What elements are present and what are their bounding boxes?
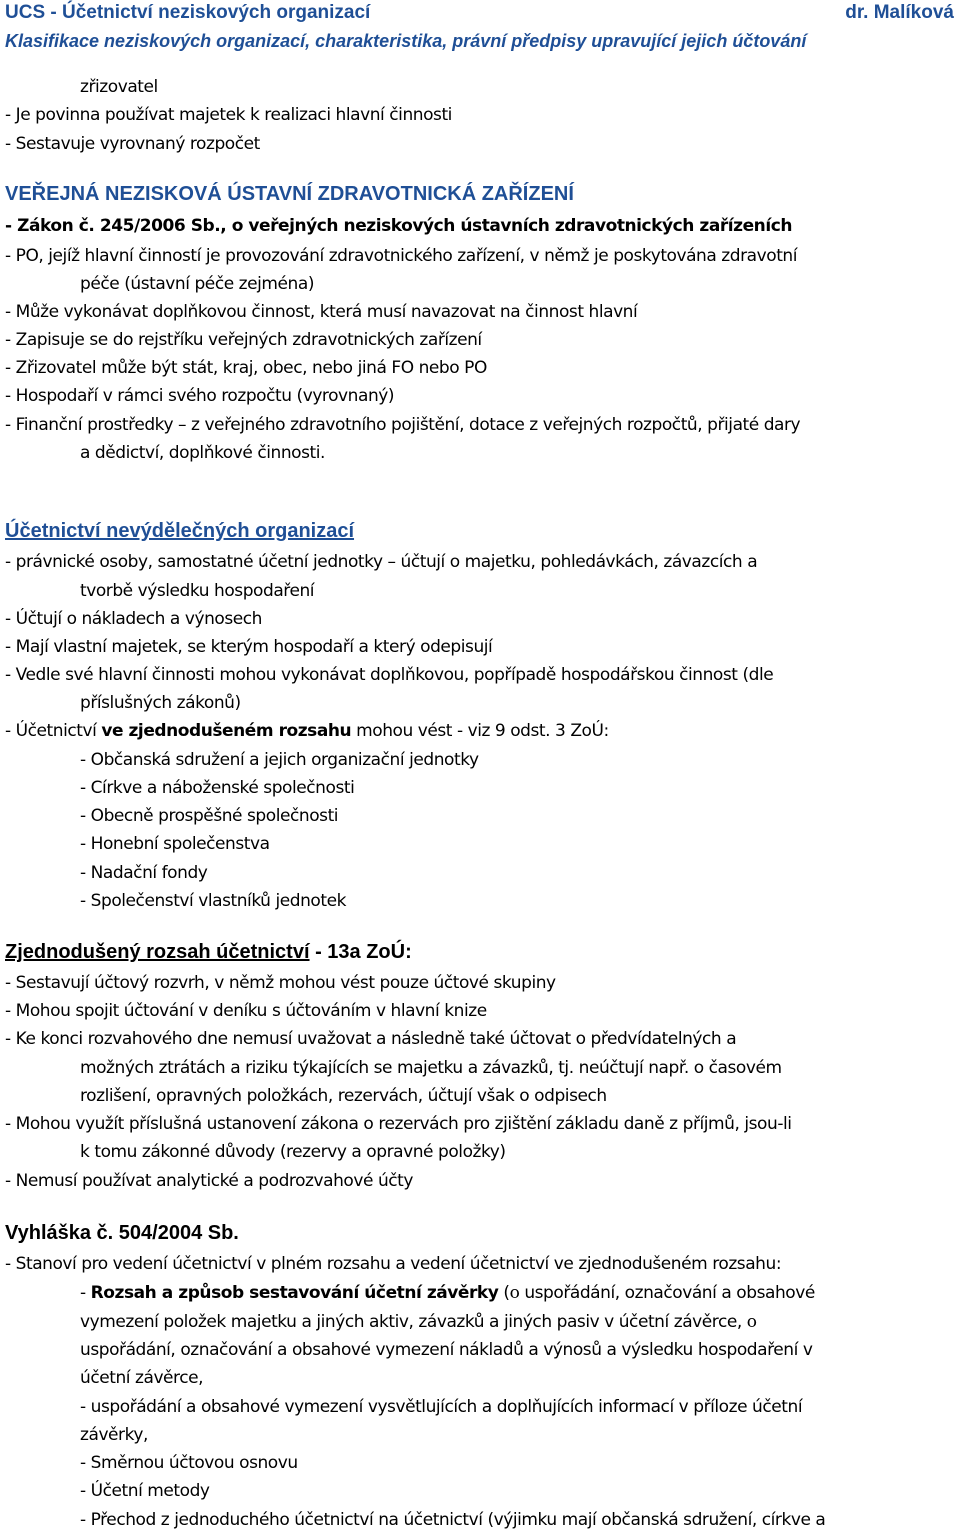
- list-item: - Nadační fondy: [80, 863, 208, 883]
- unvo-line: [5, 720, 609, 742]
- unvo-line: - právnické osoby, samostatné účetní jednotky – účtují o majetku, pohledávkách, závazcích a: [5, 552, 758, 572]
- intro-line: zřizovatel: [80, 77, 158, 97]
- list-item: - Společenství vlastníků jednotek: [80, 891, 346, 911]
- vyhl-line-paren: (: [498, 1283, 510, 1303]
- bullet-o: o: [509, 1283, 520, 1303]
- header-author: dr. Malíková: [845, 2, 954, 23]
- unvo-line: - Vedle své hlavní činnosti mohou vykonávat doplňkovou, popřípadě hospodářskou činnost (dle: [5, 665, 774, 685]
- vnz-line: - Finanční prostředky – z veřejného zdravotního pojištění, dotace z veřejných rozpočtů, přijaté dary: [5, 415, 801, 435]
- vnz-line: - Může vykonávat doplňkovou činnost, která musí navazovat na činnost hlavní: [5, 302, 638, 322]
- vyhl-line: závěrky,: [80, 1425, 148, 1445]
- vnz-line: a dědictví, doplňkové činnosti.: [80, 443, 325, 463]
- vnz-line: - PO, jejíž hlavní činností je provozování zdravotnického zařízení, v němž je poskytována zdravotní: [5, 246, 798, 266]
- unvo-line: tvorbě výsledku hospodaření: [80, 581, 315, 601]
- zru-line: - Mohou využít příslušná ustanovení zákona o rezervách pro zjištění základu daně z příjmů, jsou-li: [5, 1114, 792, 1134]
- unvo-line-prefix: - Účetnictví: [5, 721, 102, 741]
- zru-line: možných ztrátách a riziku týkajících se majetku a závazků, tj. neúčtují např. o časovém: [80, 1058, 782, 1078]
- unvo-line: - Mají vlastní majetek, se kterým hospodaří a který odepisují: [5, 637, 493, 657]
- list-item: - Obecně prospěšné společnosti: [80, 806, 339, 826]
- unvo-line: příslušných zákonů): [80, 693, 241, 713]
- zru-line: - Nemusí používat analytické a podrozvahové účty: [5, 1171, 413, 1191]
- vnz-line: - Zapisuje se do rejstříku veřejných zdravotnických zařízení: [5, 330, 482, 350]
- unvo-line-bold: ve zjednodušeném rozsahu: [101, 721, 352, 741]
- vyhl-line: uspořádání, označování a obsahové vymezení nákladů a výnosů a výsledku hospodaření v: [80, 1340, 813, 1360]
- zru-line: - Sestavují účtový rozvrh, v němž mohou vést pouze účtové skupiny: [5, 973, 556, 993]
- section-heading-vyhlaska: Vyhláška č. 504/2004 Sb.: [5, 1222, 239, 1244]
- vnz-line: - Zřizovatel může být stát, kraj, obec, nebo jiná FO nebo PO: [5, 358, 487, 378]
- zru-line: k tomu zákonné důvody (rezervy a opravné položky): [80, 1142, 506, 1162]
- intro-line: - Sestavuje vyrovnaný rozpočet: [5, 134, 260, 154]
- vyhl-line: účetní závěrce,: [80, 1368, 204, 1388]
- vyhl-line: [80, 1311, 757, 1333]
- unvo-line-suffix: mohou vést - viz 9 odst. 3 ZoÚ:: [351, 721, 609, 741]
- section-heading-zru-underlined: Zjednodušený rozsah účetnictví: [5, 941, 310, 963]
- law-reference: [5, 215, 792, 237]
- page-header: [5, 0, 954, 28]
- vyhl-line-rest: uspořádání, označování a obsahové: [519, 1283, 815, 1303]
- vyhl-line-dash: -: [80, 1283, 91, 1303]
- vyhl-line: - Účetní metody: [80, 1481, 210, 1501]
- list-item: - Honební společenstva: [80, 834, 270, 854]
- vyhl-line: [80, 1282, 815, 1304]
- section-heading-vnz: VEŘEJNÁ NEZISKOVÁ ÚSTAVNÍ ZDRAVOTNICKÁ ZAŘÍZENÍ: [5, 183, 574, 205]
- law-title: , o veřejných neziskových ústavních zdravotnických zařízeních: [220, 216, 792, 236]
- header-subtitle: Klasifikace neziskových organizací, charakteristika, právní předpisy upravující jejich účtování: [5, 31, 807, 51]
- header-title: UCS - Účetnictví neziskových organizací: [5, 2, 371, 23]
- section-heading-unvo: Účetnictví nevýdělečných organizací: [5, 520, 355, 542]
- vyhl-line: - uspořádání a obsahové vymezení vysvětlujících a doplňujících informací v příloze účetní: [80, 1397, 803, 1417]
- zru-line: rozlišení, opravných položkách, rezervách, účtují však o odpisech: [80, 1086, 607, 1106]
- section-heading-zru-ref: - 13a ZoÚ:: [309, 941, 412, 963]
- list-item: - Církve a náboženské společnosti: [80, 778, 355, 798]
- law-number: - Zákon č. 245/2006 Sb.: [5, 216, 221, 236]
- vyhl-line-bold: Rozsah a způsob sestavování účetní závěrky: [90, 1283, 499, 1303]
- zru-line: - Ke konci rozvahového dne nemusí uvažovat a následně také účtovat o předvídatelných a: [5, 1029, 737, 1049]
- vyhl-line: - Stanoví pro vedení účetnictví v plném rozsahu a vedení účetnictví ve zjednodušeném rozsahu:: [5, 1254, 782, 1274]
- vnz-line: - Hospodaří v rámci svého rozpočtu (vyrovnaný): [5, 386, 395, 406]
- vnz-line: péče (ústavní péče zejména): [80, 274, 315, 294]
- vyhl-line-text: vymezení položek majetku a jiných aktiv, závazků a jiných pasiv v účetní závěrce,: [80, 1312, 747, 1332]
- zru-line: - Mohou spojit účtování v deníku s účtováním v hlavní knize: [5, 1001, 487, 1021]
- section-heading-zru: [5, 941, 412, 963]
- unvo-line: - Účtují o nákladech a výnosech: [5, 609, 262, 629]
- vyhl-line: - Přechod z jednoduchého účetnictví na účetnictví (výjimku mají občanská sdružení, církve a: [80, 1510, 826, 1530]
- intro-line: - Je povinna používat majetek k realizaci hlavní činnosti: [5, 105, 452, 125]
- vyhl-line: - Směrnou účtovou osnovu: [80, 1453, 298, 1473]
- bullet-o: o: [746, 1312, 757, 1332]
- list-item: - Občanská sdružení a jejich organizační jednotky: [80, 750, 479, 770]
